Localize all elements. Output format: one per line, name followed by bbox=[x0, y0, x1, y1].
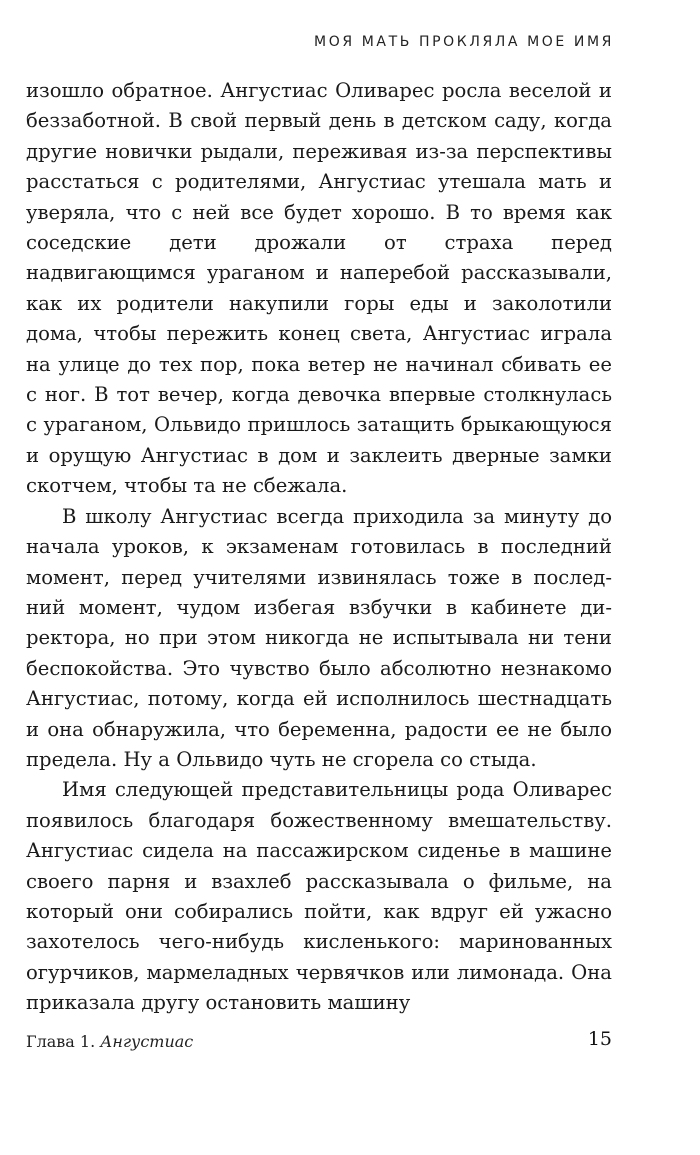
page-number: 15 bbox=[587, 1028, 612, 1050]
body-text bbox=[26, 76, 612, 1019]
footer-chapter-label bbox=[26, 1032, 193, 1051]
paragraph-3: Имя следующей представительницы рода Оливарес появилось благодаря божественному вмешательству. Ангустиас сидела на пассажирском сиденье в машине своего парня и взахлеб рассказывала о фильме, на который они собирались пойти, как вдруг ей ужасно захотелось чего-нибудь кисленького: маринованных огурчиков, мармеладных червячков или лимонада. Она приказала другу остановить машину bbox=[26, 778, 612, 1015]
paragraph-2: В школу Ангустиас всегда приходила за минуту до начала уроков, к экзаменам готовилась в последний момент, перед учителями извинялась тоже в последний момент, чудом избегая взбучки в кабинете директора, но при этом никогда не испытывала ни тени беспокойства. Это чувство было абсолютно незнакомо Ангустиас, потому, когда ей исполнилось шестнадцать и она обнаружила, что беременна, радости ее не было предела. Ну а Ольвидо чуть не сгорела со стыда. bbox=[26, 504, 612, 771]
paragraph-1: изошло обратное. Ангустиас Оливарес росла веселой и беззаботной. В свой первый день в детском саду, когда другие новички рыдали, переживая из-за перспективы расстаться с родителями, Ангустиас утешала мать и уверяла, что с ней все будет хорошо. В то время как соседские дети дрожали от страха перед надвигающимся ураганом и наперебой рассказывали, как их родители накупили горы еды и заколотили дома, чтобы пережить конец света, Ангустиас играла на улице до тех пор, пока ветер не начинал сбивать ее с ног. В тот вечер, когда девочка впервые столкнулась с ураганом, Ольвидо пришлось затащить брыкающуюся и орущую Ангустиас в дом и заклеить дверные замки скотчем, чтобы та не сбежала. bbox=[26, 79, 612, 498]
chapter-prefix: Глава 1. bbox=[26, 1032, 96, 1051]
chapter-name: Ангустиас bbox=[100, 1032, 194, 1051]
running-header: МОЯ МАТЬ ПРОКЛЯЛА МОЕ ИМЯ bbox=[314, 34, 614, 50]
